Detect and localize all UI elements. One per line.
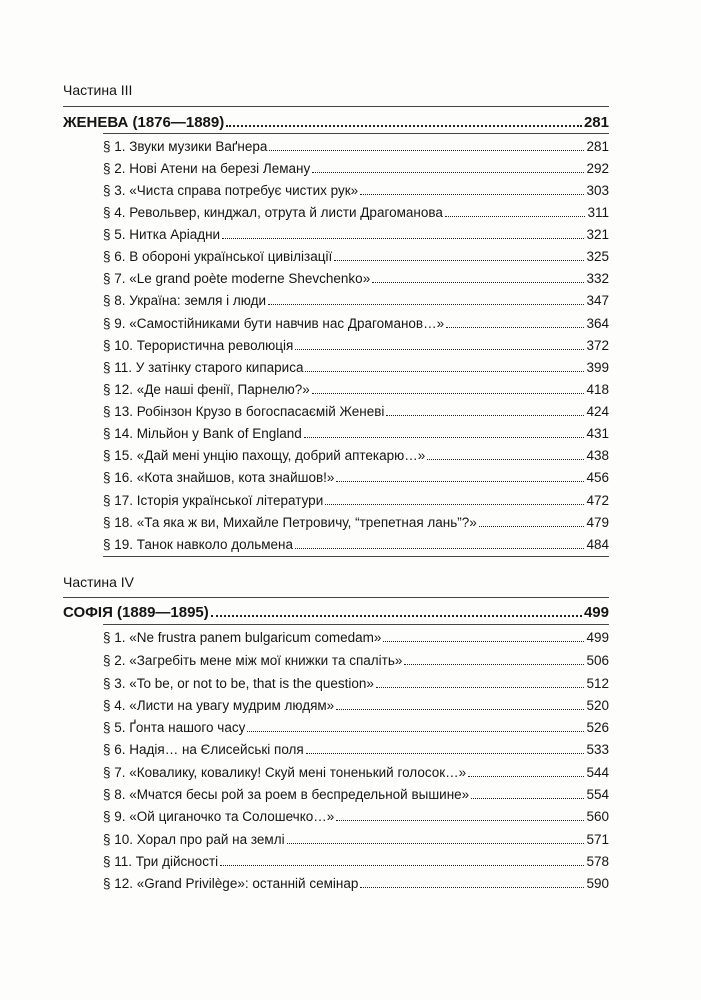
dot-leader [222,238,584,239]
toc-entry[interactable] [103,829,609,849]
entry-title: § 12. «Grand Privilège»: останній семінар [103,876,359,891]
toc-entry[interactable] [103,739,609,759]
toc-entry[interactable] [103,717,609,737]
entry-page: 533 [586,742,609,757]
divider [103,556,609,557]
dot-leader [446,327,584,328]
toc-entry[interactable] [103,490,609,510]
dot-leader [445,216,586,217]
entry-title: § 9. «Ой циганочко та Солошечко…» [103,809,335,824]
entry-page: 456 [586,470,609,485]
entry-title: § 6. Надія… на Єлисейські поля [103,742,304,757]
toc-entry[interactable] [103,401,609,421]
toc-entry[interactable] [103,202,609,222]
toc-entry[interactable] [103,806,609,826]
toc-entry[interactable] [103,335,609,355]
dot-leader [336,820,584,821]
dot-leader [247,731,584,732]
dot-leader [287,843,585,844]
toc-entry[interactable] [103,467,609,487]
dot-leader [468,776,584,777]
part-label: Частина III [63,82,133,98]
dot-leader [268,304,584,305]
divider [63,106,609,107]
entry-page: 292 [586,161,609,176]
chapter-title: СОФІЯ (1889—1895) [63,604,209,621]
dot-leader [295,548,584,549]
toc-entry[interactable] [103,136,609,156]
dot-leader [325,504,584,505]
dot-leader [336,481,584,482]
entry-title: § 7. «Le grand poète moderne Shevchenko» [103,271,371,286]
entry-page: 590 [586,876,609,891]
entry-title: § 14. Мільйон у Bank of England [103,426,302,441]
toc-entry[interactable] [103,357,609,377]
toc-entry[interactable] [103,534,609,554]
entry-page: 418 [586,382,609,397]
toc-entry[interactable] [103,784,609,804]
entry-page: 372 [586,338,609,353]
entry-title: § 11. У затінку старого кипариса [103,360,304,375]
dot-leader [360,887,584,888]
toc-entry[interactable] [103,695,609,715]
dot-leader [305,371,584,372]
entry-page: 512 [586,676,609,691]
entry-page: 303 [586,183,609,198]
toc-entry[interactable] [103,268,609,288]
divider [103,624,609,625]
toc-entry[interactable] [103,158,609,178]
entry-title: § 12. «Де наші фенії, Парнелю?» [103,382,310,397]
chapter-page: 499 [583,604,609,621]
dot-leader [479,526,585,527]
dot-leader [304,437,585,438]
entry-page: 520 [586,698,609,713]
entry-title: § 6. В обороні української цивілізації [103,249,333,264]
entry-page: 554 [586,787,609,802]
entry-title: § 5. Ґонта нашого часу [103,720,246,735]
dot-leader [295,349,584,350]
dot-leader [360,194,584,195]
entry-page: 321 [586,227,609,242]
entry-page: 479 [586,515,609,530]
entry-title: § 9. «Самостійниками бути навчив нас Драгоманов…» [103,316,445,331]
dot-leader [211,615,582,617]
entry-page: 325 [586,249,609,264]
dot-leader [427,459,584,460]
entry-page: 506 [586,653,609,668]
entry-title: § 10. Терористична революція [103,338,294,353]
entry-page: 424 [586,404,609,419]
entry-title: § 19. Танок навколо дольмена [103,537,293,552]
entry-title: § 4. Револьвер, кинджал, отрута й листи Драгоманова [103,205,443,220]
entry-title: § 5. Нитка Аріадни [103,227,221,242]
toc-entry[interactable] [103,290,609,310]
entry-page: 347 [586,293,609,308]
entry-page: 399 [586,360,609,375]
entry-title: § 10. Хорал про рай на землі [103,832,285,847]
toc-entry[interactable] [103,246,609,266]
toc-entry[interactable] [103,180,609,200]
entry-title: § 8. «Мчатся бесы рой за роем в беспредельной вышине» [103,787,470,802]
part-label: Частина IV [63,574,134,590]
entry-title: § 15. «Дай мені унцію пахощу, добрий аптекарю…» [103,448,426,463]
entry-title: § 11. Три дійсності [103,854,219,869]
divider [63,597,609,598]
entry-title: § 17. Історія української літератури [103,493,324,508]
toc-entry[interactable] [103,224,609,244]
toc-entry[interactable] [103,423,609,443]
entry-title: § 16. «Кота знайшов, кота знайшов!» [103,470,335,485]
entry-page: 484 [586,537,609,552]
chapter-entry[interactable] [63,112,609,132]
dot-leader [372,282,584,283]
toc-entry[interactable] [103,762,609,782]
entry-page: 499 [586,630,609,645]
entry-title: § 2. «Загребіть мене між мої книжки та спаліть» [103,653,403,668]
entry-title: § 2. Нові Атени на березі Леману [103,161,311,176]
entry-title: § 7. «Ковалику, ковалику! Скуй мені тоненький голосок…» [103,765,467,780]
dot-leader [334,260,584,261]
entry-page: 281 [586,139,609,154]
entry-page: 431 [586,426,609,441]
toc-entry[interactable] [103,379,609,399]
entry-title: § 3. «Чиста справа потребує чистих рук» [103,183,359,198]
toc-entry[interactable] [103,445,609,465]
entry-page: 571 [586,832,609,847]
dot-leader [383,641,584,642]
entry-page: 332 [586,271,609,286]
entry-title: § 13. Робінзон Крузо в богоспасаємій Женеві [103,404,385,419]
dot-leader [376,687,585,688]
entry-page: 526 [586,720,609,735]
entry-page: 578 [586,854,609,869]
entry-title: § 4. «Листи на увагу мудрим людям» [103,698,335,713]
entry-page: 311 [587,205,609,220]
dot-leader [386,415,584,416]
toc-entry[interactable] [103,673,609,693]
dot-leader [226,125,582,127]
dot-leader [336,709,584,710]
dot-leader [312,393,585,394]
dot-leader [312,172,584,173]
entry-title: § 8. Україна: земля і люди [103,293,267,308]
entry-page: 560 [586,809,609,824]
entry-title: § 1. «Ne frustra panem bulgaricum comedam» [103,630,382,645]
entry-page: 438 [586,448,609,463]
entry-page: 364 [586,316,609,331]
toc-entry[interactable] [103,313,609,333]
entry-page: 472 [586,493,609,508]
entry-page: 544 [586,765,609,780]
dot-leader [471,798,584,799]
toc-entry[interactable] [103,512,609,532]
entry-title: § 3. «To be, or not to be, that is the question» [103,676,374,691]
toc-entry[interactable] [103,650,609,670]
divider [103,133,609,134]
toc-entry[interactable] [103,851,609,871]
dot-leader [220,865,584,866]
entry-title: § 1. Звуки музики Ваґнера [103,139,268,154]
toc-entry[interactable] [103,873,609,893]
dot-leader [306,753,585,754]
chapter-entry[interactable] [63,602,609,622]
dot-leader [404,664,584,665]
chapter-title: ЖЕНЕВА (1876—1889) [63,114,225,131]
chapter-page: 281 [583,114,609,131]
entry-title: § 18. «Та яка ж ви, Михайле Петровичу, “трепетная лань”?» [103,515,477,530]
dot-leader [269,150,584,151]
toc-entry[interactable] [103,627,609,647]
